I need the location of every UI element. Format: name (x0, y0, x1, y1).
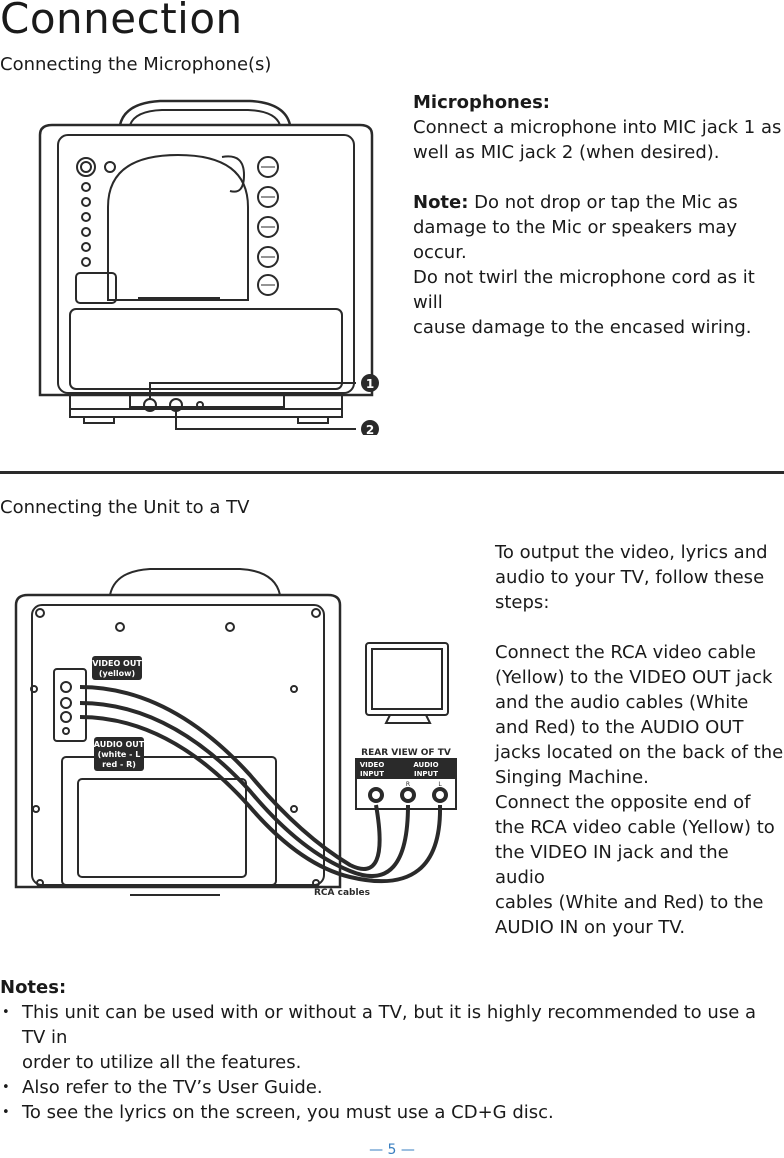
note-first-line (413, 190, 783, 215)
step-line: AUDIO IN on your TV. (495, 917, 686, 938)
note-item: • Also refer to the TV’s User Guide. (0, 1075, 784, 1100)
rear-view-label: REAR VIEW OF TV (361, 748, 451, 758)
step-line: Singing Machine. (495, 767, 649, 788)
mic-title: Microphones: (413, 92, 550, 113)
note-item-continuation: order to utilize all the features. (22, 1052, 302, 1073)
tv-instructions (495, 540, 784, 940)
rca-cables-label: RCA cables (313, 888, 371, 898)
tv-connection-diagram (10, 565, 470, 915)
video-input-sub: INPUT (359, 770, 385, 778)
video-out-sub: (yellow) (98, 669, 136, 678)
note-line: Do not twirl the microphone cord as it will (413, 267, 755, 313)
callout-1-label: 1 (365, 377, 375, 391)
step-line: cables (White and Red) to the (495, 892, 764, 913)
audio-input-sub: INPUT (413, 770, 439, 778)
section-divider (0, 471, 784, 474)
step-line: Connect the RCA video cable (495, 642, 756, 663)
intro-line: audio to your TV, follow these (495, 567, 765, 588)
audio-out-sub2: red - R) (102, 760, 136, 769)
page-title: Connection (0, 0, 243, 43)
r-label: R (405, 781, 411, 788)
callout-2-label: 2 (365, 423, 375, 435)
section-heading-tv: Connecting the Unit to a TV (0, 497, 250, 518)
note-line: damage to the Mic or speakers may occur. (413, 217, 738, 263)
video-input-label: VIDEO (359, 761, 385, 769)
step-line: Connect the opposite end of (495, 792, 751, 813)
mic-text-line: Connect a microphone into MIC jack 1 as (413, 117, 782, 138)
note-line: cause damage to the encased wiring. (413, 317, 752, 338)
audio-out-label: AUDIO OUT (93, 740, 145, 749)
note-item: • This unit can be used with or without a TV, but it is highly recommended to use a TV in (0, 1000, 784, 1050)
video-out-label: VIDEO OUT (92, 659, 142, 668)
section-heading-microphones: Connecting the Microphone(s) (0, 54, 272, 75)
audio-out-sub1: (white - L (97, 750, 141, 759)
step-line: jacks located on the back of the (495, 742, 784, 763)
notes-list (0, 1000, 784, 1125)
page-number: — 5 — (369, 1142, 415, 1158)
step-line: the VIDEO IN jack and the audio (495, 842, 729, 888)
note-label: Note: (413, 192, 469, 213)
karaoke-front-illustration (30, 95, 390, 435)
l-label: L (438, 781, 442, 788)
mic-instructions (413, 90, 783, 340)
step-line: (Yellow) to the VIDEO OUT jack (495, 667, 773, 688)
step-line: and the audio cables (White (495, 692, 749, 713)
intro-line: To output the video, lyrics and (495, 542, 768, 563)
mic-text-line: well as MIC jack 2 (when desired). (413, 142, 720, 163)
notes-title: Notes: (0, 977, 67, 998)
step-line: and Red) to the AUDIO OUT (495, 717, 744, 738)
note-first-line-text: Do not drop or tap the Mic as (468, 192, 738, 213)
step-line: the RCA video cable (Yellow) to (495, 817, 775, 838)
audio-input-label: AUDIO (413, 761, 439, 769)
note-item: • To see the lyrics on the screen, you must use a CD+G disc. (0, 1100, 784, 1125)
intro-line: steps: (495, 592, 550, 613)
